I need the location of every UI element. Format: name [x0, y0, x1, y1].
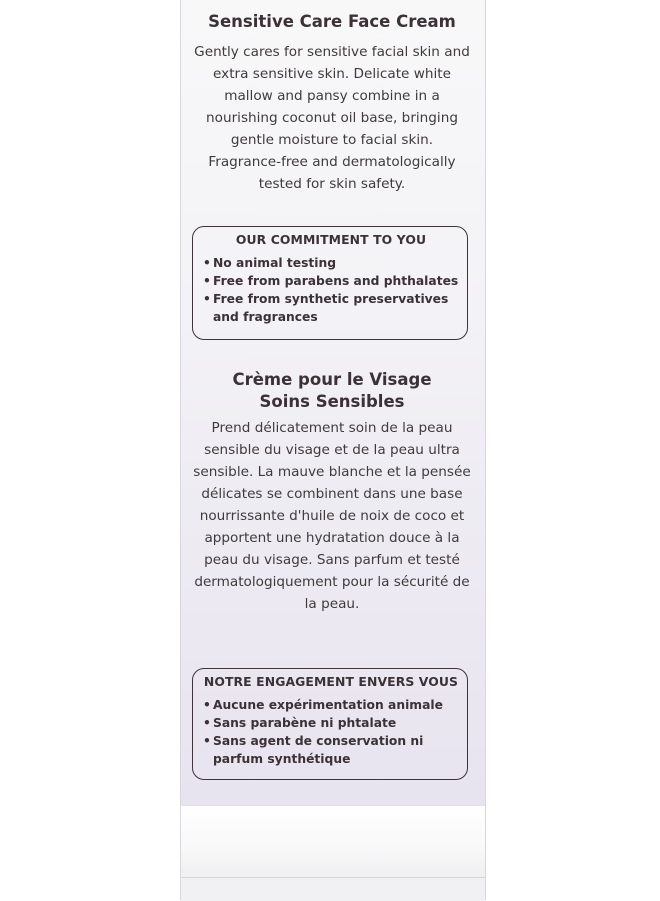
box-bottom-edge [181, 877, 485, 901]
english-title: Sensitive Care Face Cream [208, 12, 456, 31]
list-item: • Sans parabène ni phtalate [203, 714, 459, 732]
list-item: • Aucune expérimentation animale [203, 696, 459, 714]
french-description: Prend délicatement soin de la peau sensible du visage et de la peau ultra sensible. La mauve blanche et la pensée délicates se combinent dans une base nourrissante d'huile de noix de coco et apportent une hydratation douce à la peau du visage. Sans parfum et testé dermatologiquement pour la sécurité de la peau. [193, 420, 471, 612]
english-commitment-list [203, 254, 459, 326]
list-item: • Free from synthetic preservatives and fragrances [203, 290, 459, 326]
box-bottom-flap [181, 805, 485, 878]
english-commitment-heading: OUR COMMITMENT TO YOU [235, 232, 427, 247]
list-item: • No animal testing [203, 254, 459, 272]
french-commitment-box [192, 668, 468, 780]
french-title-line2: Soins Sensibles [259, 392, 405, 411]
list-item: • Sans agent de conservation ni parfum synthétique [203, 732, 459, 768]
english-description: Gently cares for sensitive facial skin and extra sensitive skin. Delicate white mallow and pansy combine in a nourishing coconut oil base, bringing gentle moisture to facial skin. Fragrance-free and dermatologically tested for skin safety. [194, 44, 470, 192]
english-commitment-box [192, 226, 468, 340]
french-commitment-heading: NOTRE ENGAGEMENT ENVERS VOUS [203, 674, 459, 689]
french-title-line1: Crème pour le Visage [232, 370, 432, 389]
list-item: • Free from parabens and phthalates [203, 272, 459, 290]
french-commitment-list [203, 696, 459, 768]
